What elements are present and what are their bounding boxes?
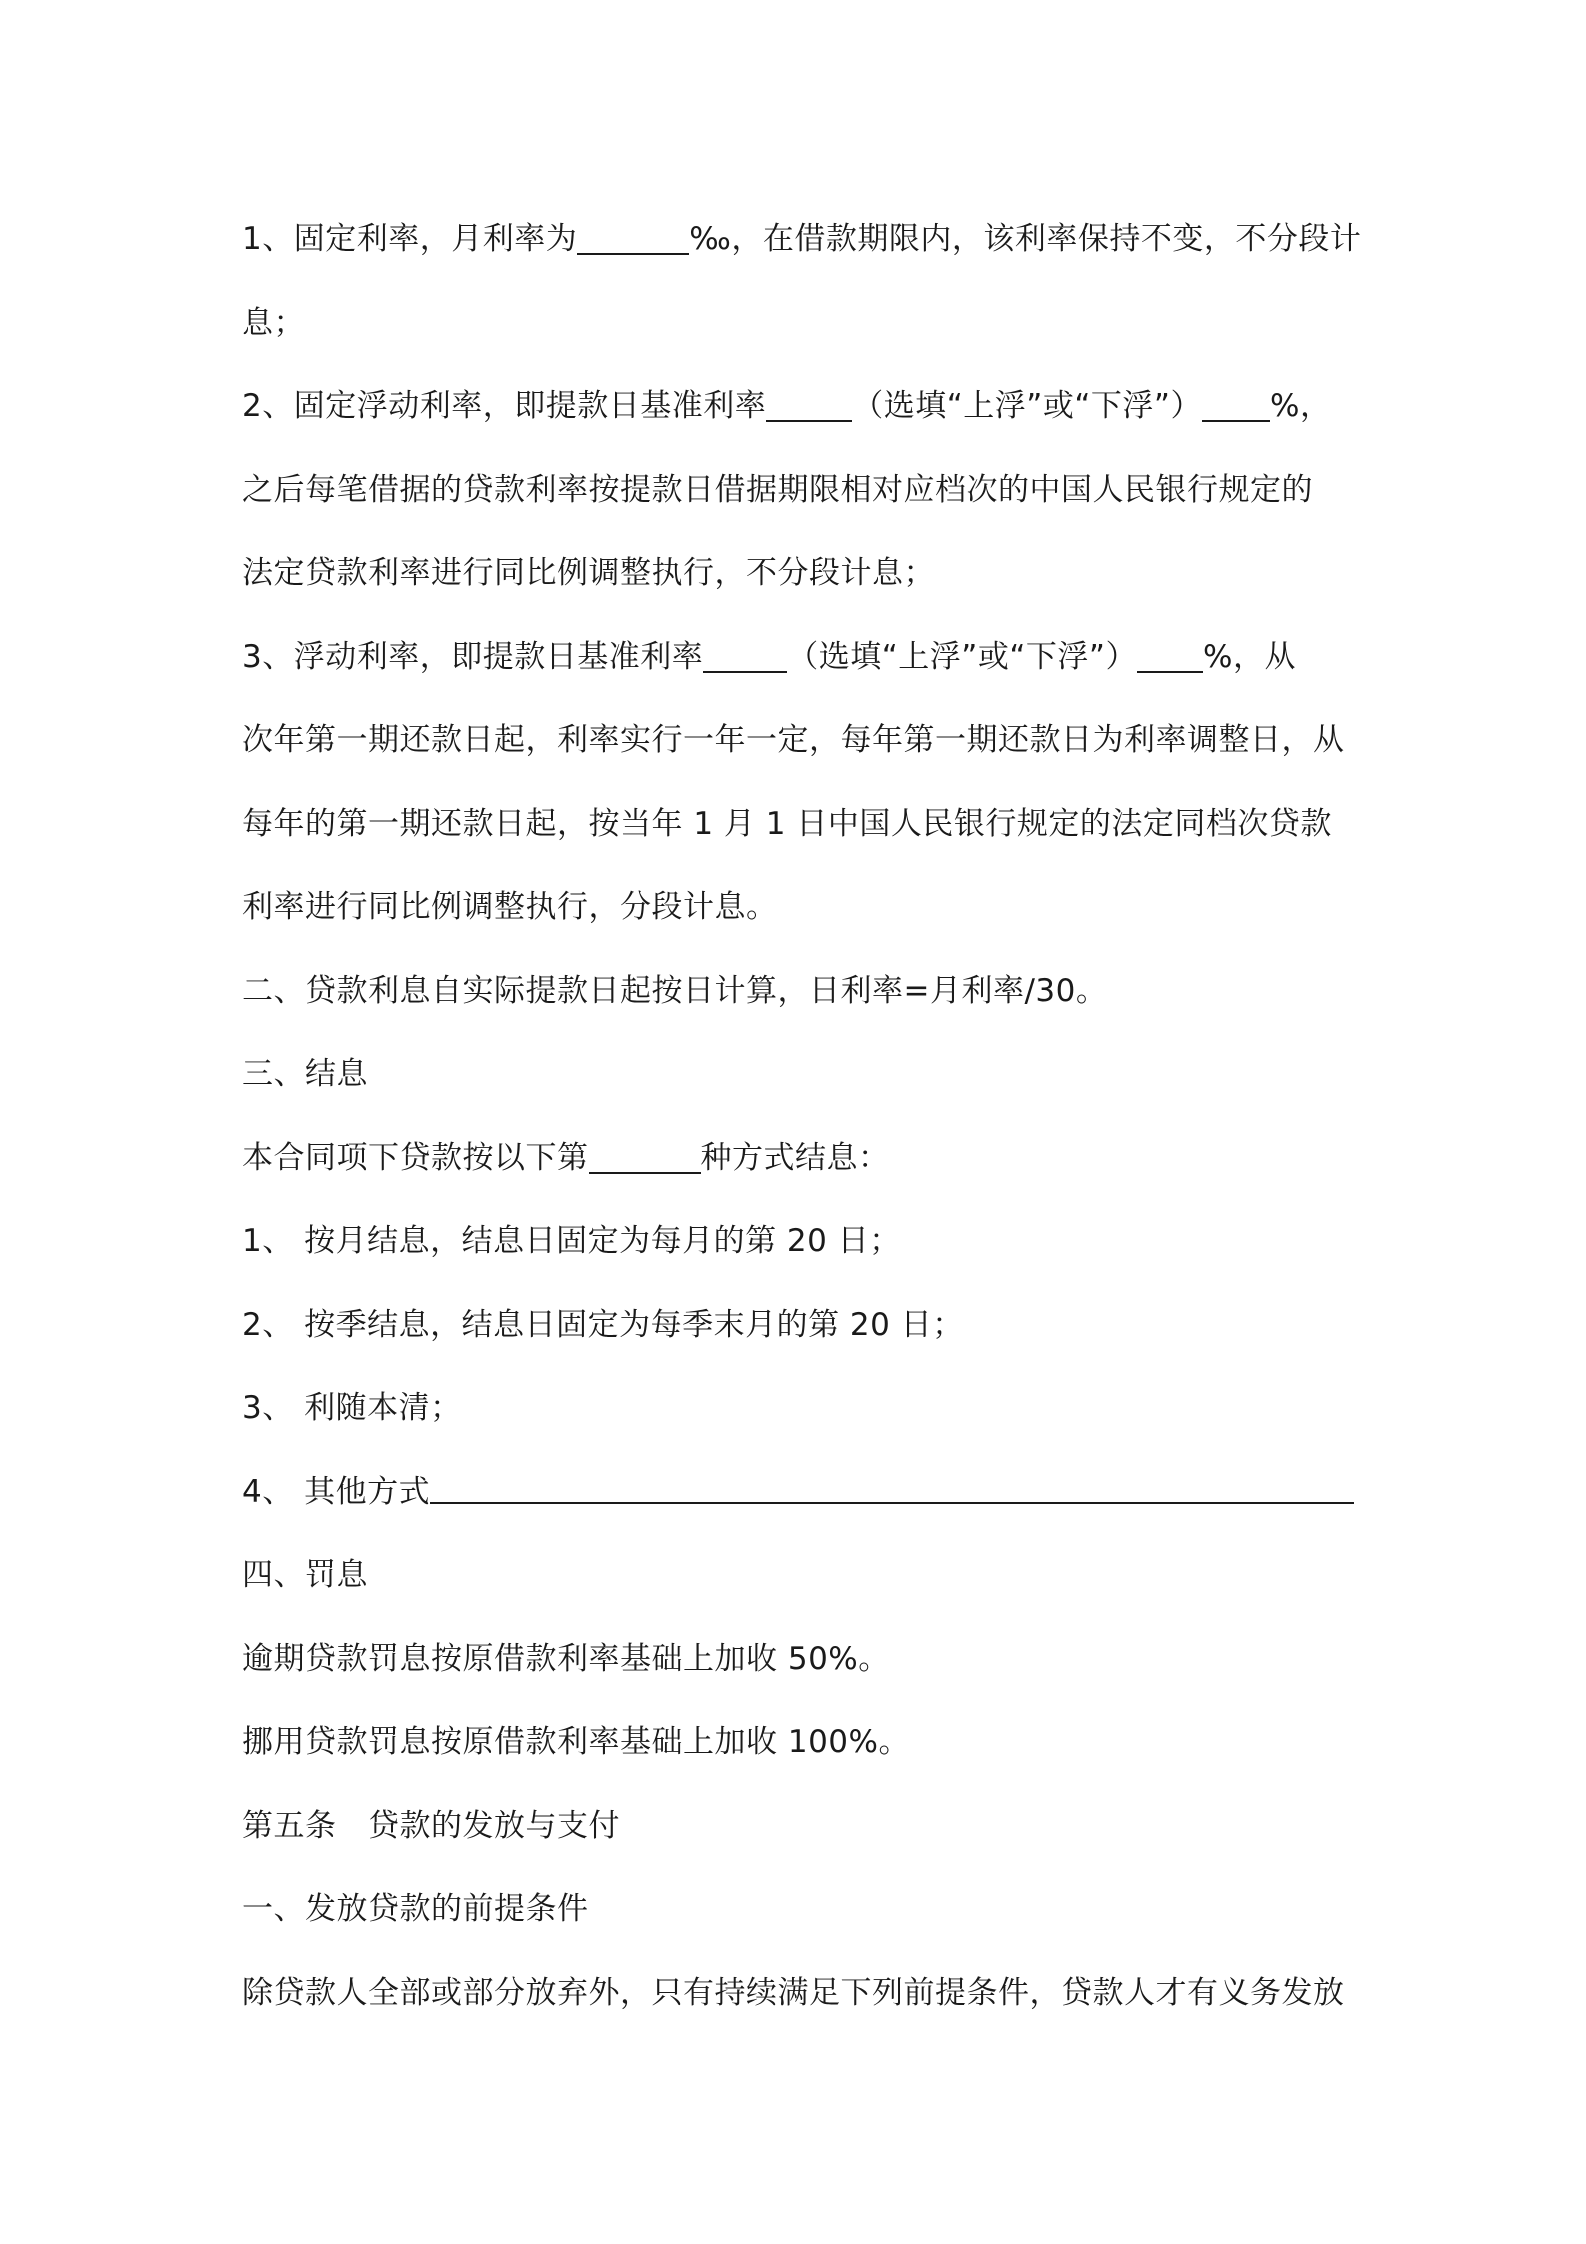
- text: 二、贷款利息自实际提款日起按日计算，日利率=月利率/30。: [242, 972, 1108, 1009]
- text: 每年的第一期还款日起，按当年 1 月 1 日中国人民银行规定的法定同档次贷款: [242, 805, 1332, 842]
- article-heading: [242, 1785, 1354, 1869]
- text: 2、 按季结息，结息日固定为每季末月的第 20 日；: [242, 1306, 964, 1343]
- text-line: [242, 866, 1354, 950]
- settlement-option-blank[interactable]: [589, 1138, 701, 1174]
- text-line: [242, 282, 1354, 366]
- text: 1、固定利率，月利率为: [242, 221, 578, 257]
- clause-misuse-penalty: [242, 1701, 1354, 1785]
- text: %，从: [1202, 638, 1296, 675]
- settlement-option-2: [242, 1284, 1354, 1368]
- clause-settlement-method: [242, 1117, 1354, 1201]
- text: 法定贷款利率进行同比例调整执行，不分段计息；: [242, 555, 935, 591]
- text: 利率进行同比例调整执行，分段计息。: [242, 889, 778, 925]
- benchmark-rate-blank[interactable]: [703, 637, 787, 673]
- settlement-option-3: [242, 1367, 1354, 1451]
- text-line: [242, 783, 1354, 867]
- text: 3、 利随本清；: [242, 1390, 462, 1426]
- other-method-blank[interactable]: [430, 1468, 1354, 1504]
- text-line: [242, 532, 1354, 616]
- text-line: [242, 1952, 1354, 2036]
- text: 4、 其他方式: [242, 1473, 431, 1510]
- float-percent-blank[interactable]: [1137, 637, 1203, 673]
- text: 种方式结息：: [700, 1139, 890, 1176]
- text: 一、发放贷款的前提条件: [242, 1891, 589, 1927]
- text: 息；: [242, 304, 305, 341]
- text: （选填“上浮”或“下浮”）: [787, 638, 1137, 675]
- text: 2、固定浮动利率，即提款日基准利率: [242, 388, 767, 424]
- text: 四、罚息: [242, 1557, 368, 1593]
- text: 逾期贷款罚息按原借款利率基础上加收 50%。: [242, 1640, 890, 1677]
- clause-interest-calculation: [242, 950, 1354, 1034]
- text: 次年第一期还款日起，利率实行一年一定，每年第一期还款日为利率调整日，从: [242, 722, 1345, 758]
- settlement-option-4: [242, 1451, 1354, 1535]
- benchmark-rate-blank[interactable]: [766, 386, 852, 422]
- clause-fixed-rate: [242, 198, 1362, 282]
- text: 1、 按月结息，结息日固定为每月的第 20 日；: [242, 1223, 901, 1259]
- section-heading-penalty: [242, 1534, 1354, 1618]
- text: 三、结息: [242, 1056, 368, 1092]
- document-page: [242, 198, 1362, 2035]
- monthly-rate-blank[interactable]: [577, 219, 689, 255]
- subsection-heading: [242, 1868, 1354, 1952]
- text: 挪用贷款罚息按原借款利率基础上加收 100%。: [242, 1724, 910, 1760]
- text: ‰，在借款期限内，该利率保持不变，不分段计: [689, 221, 1362, 257]
- text: 之后每笔借据的贷款利率按提款日借据期限相对应档次的中国人民银行规定的: [242, 471, 1313, 508]
- settlement-option-1: [242, 1200, 1354, 1284]
- text: 本合同项下贷款按以下第: [242, 1139, 589, 1176]
- float-percent-blank[interactable]: [1202, 386, 1270, 422]
- text: 3、浮动利率，即提款日基准利率: [242, 638, 704, 675]
- text: %，: [1269, 388, 1332, 424]
- clause-overdue-penalty: [242, 1618, 1354, 1702]
- text: （选填“上浮”或“下浮”）: [852, 388, 1202, 424]
- text-line: [242, 699, 1354, 783]
- section-heading-settlement: [242, 1033, 1354, 1117]
- text: 第五条 贷款的发放与支付: [242, 1807, 620, 1844]
- text: 除贷款人全部或部分放弃外，只有持续满足下列前提条件，贷款人才有义务发放: [242, 1974, 1345, 2011]
- clause-floating-rate: [242, 616, 1354, 700]
- clause-fixed-floating-rate: [242, 365, 1354, 449]
- text-line: [242, 449, 1354, 533]
